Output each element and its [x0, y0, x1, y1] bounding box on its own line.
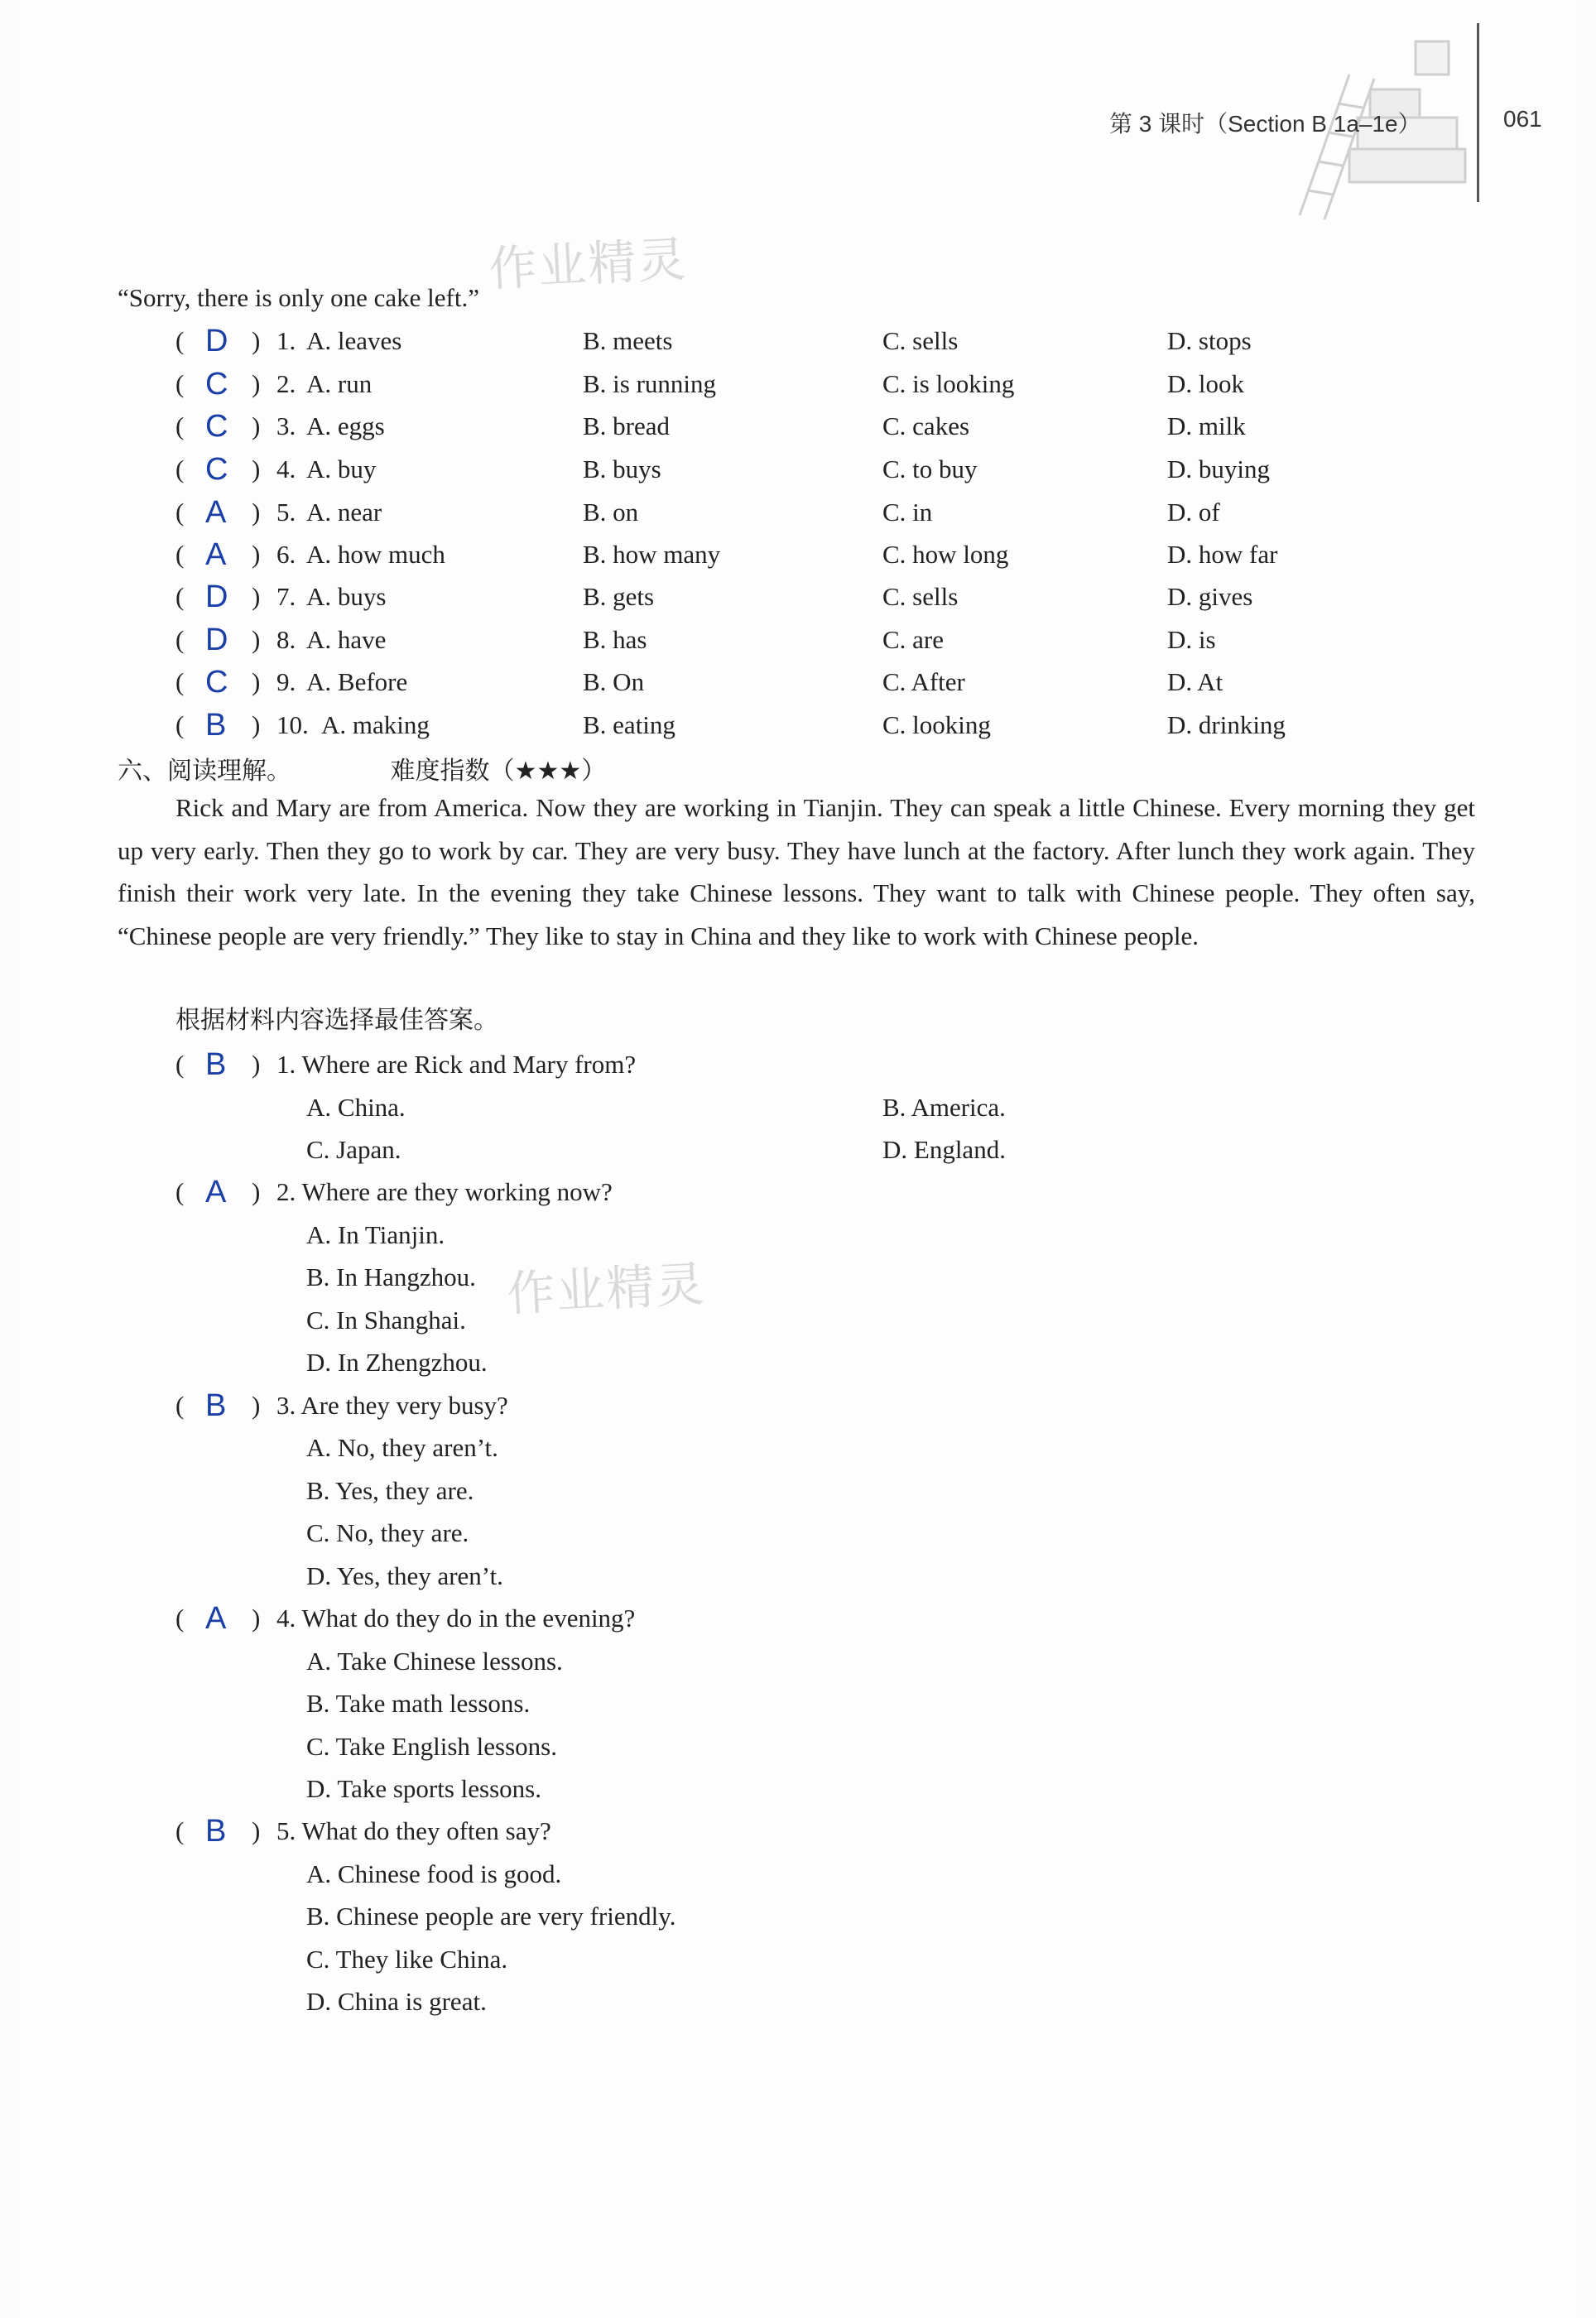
option-a: A. near — [306, 498, 382, 527]
option-a: A. leaves — [306, 326, 402, 355]
option: B. America. — [882, 1093, 1006, 1122]
page-number: 061 — [1503, 106, 1542, 132]
option: A. In Tianjin. — [306, 1220, 445, 1249]
answer-letter: A — [205, 537, 227, 572]
option: C. Japan. — [306, 1135, 401, 1164]
option-c: C. to buy — [882, 454, 978, 483]
option-c: C. looking — [882, 710, 991, 739]
option-a: A. making — [321, 710, 430, 739]
option: B. Yes, they are. — [306, 1476, 474, 1505]
question-number: 5. — [276, 498, 296, 527]
answer-letter: C — [205, 452, 228, 487]
question-number: 10. — [276, 710, 309, 739]
option-a: A. have — [306, 625, 387, 654]
answer-letter: C — [205, 665, 228, 700]
question-number: 4. — [276, 454, 296, 483]
option-d: D. stops — [1167, 326, 1252, 355]
question-stem: 4. What do they do in the evening? — [276, 1604, 636, 1633]
option: B. Take math lessons. — [306, 1689, 531, 1718]
header-divider — [1477, 23, 1479, 202]
option: D. Take sports lessons. — [306, 1774, 541, 1803]
option-d: D. is — [1167, 625, 1216, 654]
answer-letter: C — [205, 367, 228, 402]
difficulty-rating: 难度指数（★★★） — [390, 757, 607, 786]
answer-letter: B — [205, 708, 227, 743]
option-b: B. gets — [583, 582, 655, 611]
option: B. Chinese people are very friendly. — [306, 1902, 676, 1931]
option: B. In Hangzhou. — [306, 1262, 476, 1291]
section-heading — [118, 750, 606, 786]
question-number: 7. — [276, 582, 296, 611]
question-number: 8. — [276, 625, 296, 654]
option-a: A. Before — [306, 667, 408, 696]
option-a: A. eggs — [306, 411, 385, 440]
option: C. No, they are. — [306, 1518, 469, 1547]
option-d: D. drinking — [1167, 710, 1286, 739]
option-a: A. how much — [306, 540, 445, 569]
option: C. They like China. — [306, 1945, 508, 1974]
option-c: C. sells — [882, 582, 959, 611]
option: D. China is great. — [306, 1987, 487, 2016]
option-d: D. milk — [1167, 411, 1246, 440]
option: A. China. — [306, 1093, 406, 1122]
option-b: B. has — [583, 625, 647, 654]
option-b: B. bread — [583, 411, 671, 440]
option: C. Take English lessons. — [306, 1732, 557, 1761]
option-d: D. of — [1167, 498, 1220, 527]
answer-letter: D — [205, 580, 228, 614]
option: D. In Zhengzhou. — [306, 1348, 488, 1377]
answer-letter: D — [205, 623, 228, 657]
option-d: D. At — [1167, 667, 1223, 696]
lesson-header: 第 3 课时（Section B 1a–1e） — [1109, 111, 1421, 137]
option-b: B. eating — [583, 710, 675, 739]
option-c: C. After — [882, 667, 965, 696]
answer-letter: A — [205, 495, 227, 530]
option-b: B. buys — [583, 454, 661, 483]
answer-letter: B — [205, 1814, 227, 1849]
option: A. Chinese food is good. — [306, 1859, 562, 1888]
option-d: D. buying — [1167, 454, 1270, 483]
option-c: C. are — [882, 625, 945, 654]
question-number: 9. — [276, 667, 296, 696]
watermark-top: 作业精灵 — [487, 230, 689, 298]
option: A. No, they aren’t. — [306, 1433, 498, 1462]
option-c: C. sells — [882, 326, 959, 355]
option-b: B. is running — [583, 369, 717, 398]
question-stem: 3. Are they very busy? — [276, 1391, 508, 1420]
answer-letter: A — [205, 1175, 227, 1209]
option-d: D. look — [1167, 369, 1244, 398]
question-number: 1. — [276, 326, 296, 355]
option-c: C. in — [882, 498, 933, 527]
option-c: C. how long — [882, 540, 1009, 569]
option-a: A. buys — [306, 582, 387, 611]
question-number: 6. — [276, 540, 296, 569]
option: A. Take Chinese lessons. — [306, 1647, 563, 1676]
instruction: 根据材料内容选择最佳答案。 — [175, 1006, 498, 1035]
question-stem: 5. What do they often say? — [276, 1816, 551, 1845]
answer-letter: D — [205, 324, 228, 358]
option: D. Yes, they aren’t. — [306, 1561, 503, 1590]
answer-letter: B — [205, 1047, 227, 1082]
question-number: 2. — [276, 369, 296, 398]
answer-letter: C — [205, 409, 228, 444]
option-b: B. On — [583, 667, 645, 696]
option-a: A. run — [306, 369, 373, 398]
reading-passage: Rick and Mary are from America. Now they are working in Tianjin. They can speak a little Chinese. Every morning they get up very early. Then they go to work by car. They are very busy. They have lunch at the factory. After lunch they work again. They finish their work very late. In the evening they take Chinese lessons. They want to talk with Chinese people. They often say, “Chinese people are very friendly.” They like to stay in China and they like to work with Chinese people. — [118, 793, 1475, 950]
quote-line: “Sorry, there is only one cake left.” — [118, 283, 479, 312]
option: D. England. — [882, 1135, 1006, 1164]
option-a: A. buy — [306, 454, 377, 483]
option-c: C. cakes — [882, 411, 970, 440]
option-b: B. on — [583, 498, 639, 527]
option-d: D. how far — [1167, 540, 1278, 569]
option-b: B. how many — [583, 540, 721, 569]
question-stem: 1. Where are Rick and Mary from? — [276, 1050, 637, 1079]
section-title: 六、阅读理解。 — [118, 757, 291, 786]
option-d: D. gives — [1167, 582, 1253, 611]
question-stem: 2. Where are they working now? — [276, 1177, 613, 1206]
watermark-middle: 作业精灵 — [505, 1255, 707, 1323]
option: C. In Shanghai. — [306, 1306, 466, 1335]
answer-letter: B — [205, 1388, 227, 1423]
answer-letter: A — [205, 1601, 227, 1636]
option-c: C. is looking — [882, 369, 1015, 398]
option-b: B. meets — [583, 326, 673, 355]
question-number: 3. — [276, 411, 296, 440]
